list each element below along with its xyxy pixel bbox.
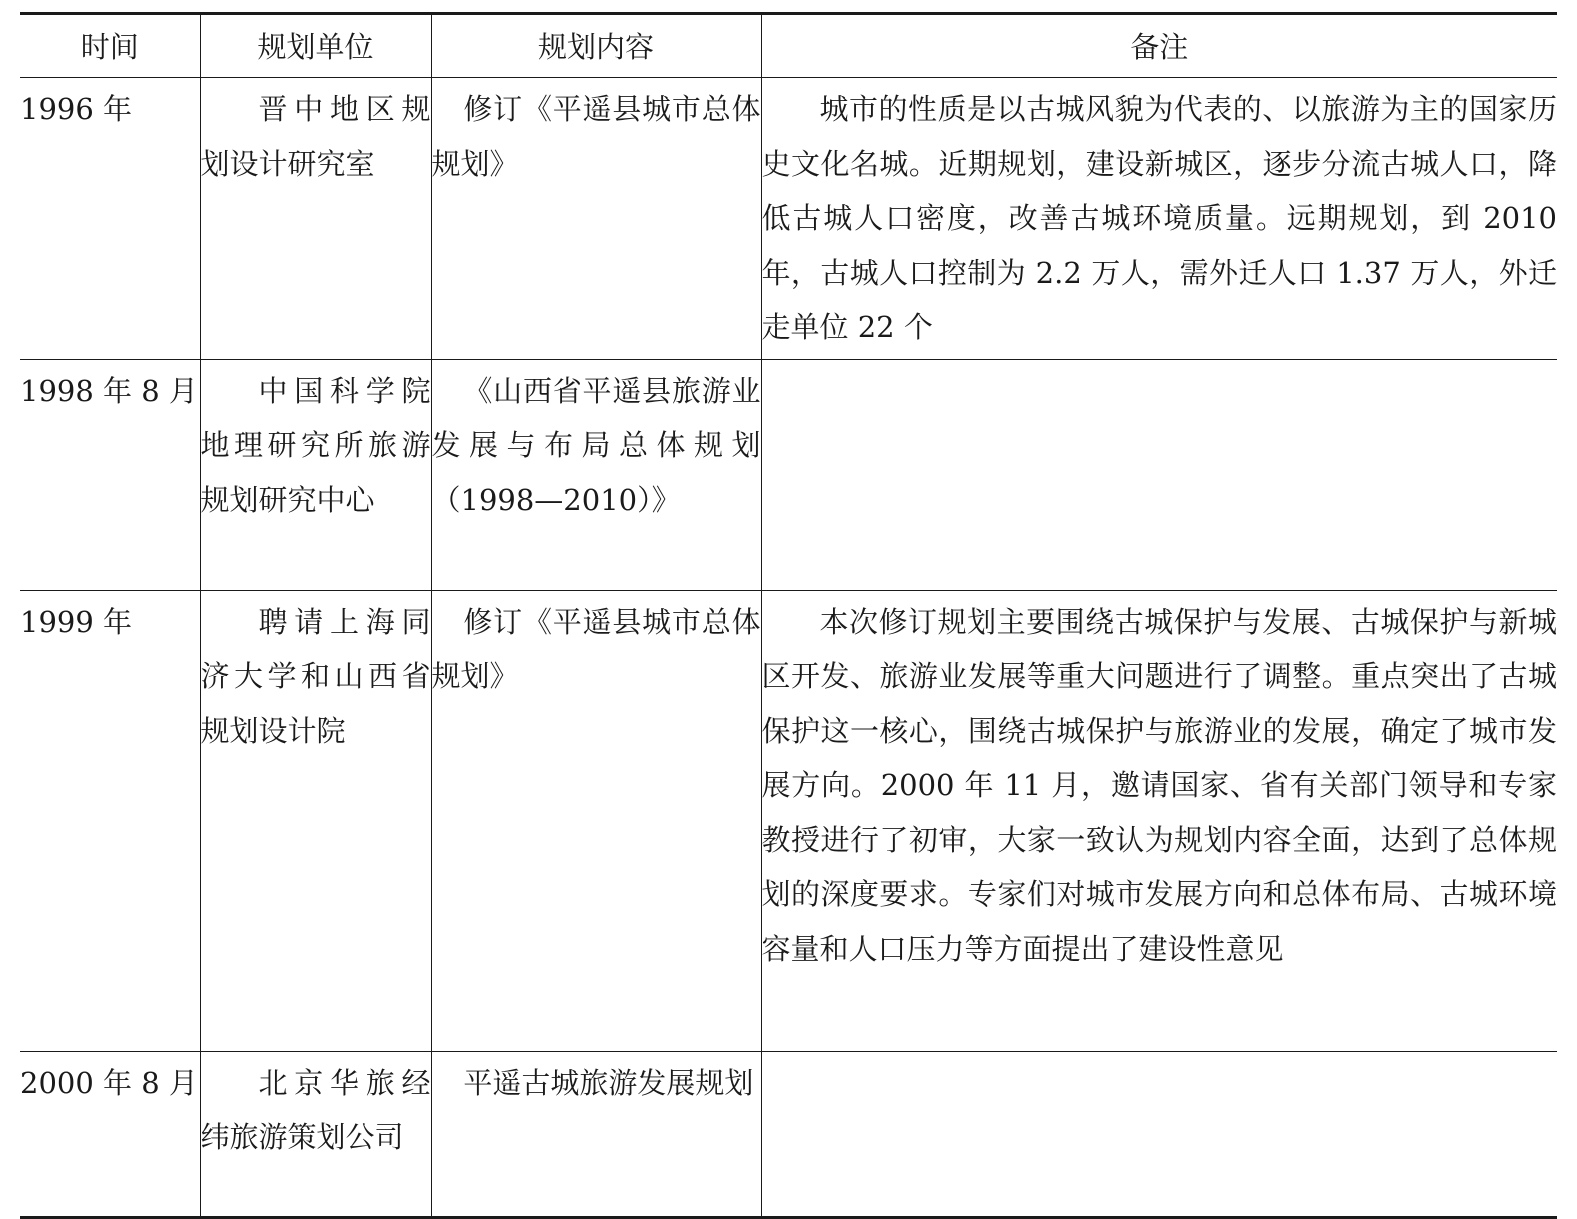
time-cell: 1998 年 8 月: [20, 359, 200, 590]
table-header: [20, 14, 1557, 78]
note-cell: [761, 78, 1557, 360]
content-text: 平遥古城旅游发展规划: [463, 1065, 754, 1100]
content-text: 修订《平遥县城市总体规划》: [431, 92, 761, 181]
unit-cell: [200, 78, 431, 360]
unit-text: 北京华旅经纬旅游策划公司: [200, 1065, 431, 1154]
unit-cell: [200, 590, 431, 1051]
content-cell: [431, 78, 761, 360]
time-cell: 1999 年: [20, 590, 200, 1051]
table-row: [20, 78, 1557, 360]
table-row: [20, 590, 1557, 1051]
unit-text: 聘请上海同济大学和山西省规划设计院: [200, 604, 431, 748]
unit-cell: [200, 1051, 431, 1217]
unit-cell: [200, 359, 431, 590]
content-cell: [431, 359, 761, 590]
header-row: [20, 14, 1557, 78]
planning-table: [20, 12, 1557, 1219]
header-time: 时间: [20, 14, 200, 78]
table-body: [20, 78, 1557, 1218]
time-cell: 1996 年: [20, 78, 200, 360]
content-text: 《山西省平遥县旅游业发展与布局总体规划（1998—2010）》: [431, 373, 761, 517]
time-cell: 2000 年 8 月: [20, 1051, 200, 1217]
content-cell: [431, 590, 761, 1051]
note-text: 城市的性质是以古城风貌为代表的、以旅游为主的国家历史文化名城。近期规划，建设新城区，逐步分流古城人口，降低古城人口密度，改善古城环境质量。远期规划，到 2010 年，古城人口控制为 2.2 万人，需外迁人口 1.37 万人，外迁走单位 22 个: [761, 92, 1557, 344]
note-text: 本次修订规划主要围绕古城保护与发展、古城保护与新城区开发、旅游业发展等重大问题进行了调整。重点突出了古城保护这一核心，围绕古城保护与旅游业的发展，确定了城市发展方向。2000 年 11 月，邀请国家、省有关部门领导和专家教授进行了初审，大家一致认为规划内容全面，达到了总体规划的深度要求。专家们对城市发展方向和总体布局、古城环境容量和人口压力等方面提出了建设性意见: [761, 604, 1557, 966]
note-cell: [761, 359, 1557, 590]
table-row: [20, 359, 1557, 590]
header-content: 规划内容: [431, 14, 761, 78]
content-text: 修订《平遥县城市总体规划》: [431, 604, 761, 693]
unit-text: 中国科学院地理研究所旅游规划研究中心: [200, 373, 431, 517]
header-unit: 规划单位: [200, 14, 431, 78]
note-cell: [761, 590, 1557, 1051]
unit-text: 晋中地区规划设计研究室: [200, 92, 431, 181]
header-note: 备注: [761, 14, 1557, 78]
table-row: [20, 1051, 1557, 1217]
note-cell: [761, 1051, 1557, 1217]
content-cell: [431, 1051, 761, 1217]
